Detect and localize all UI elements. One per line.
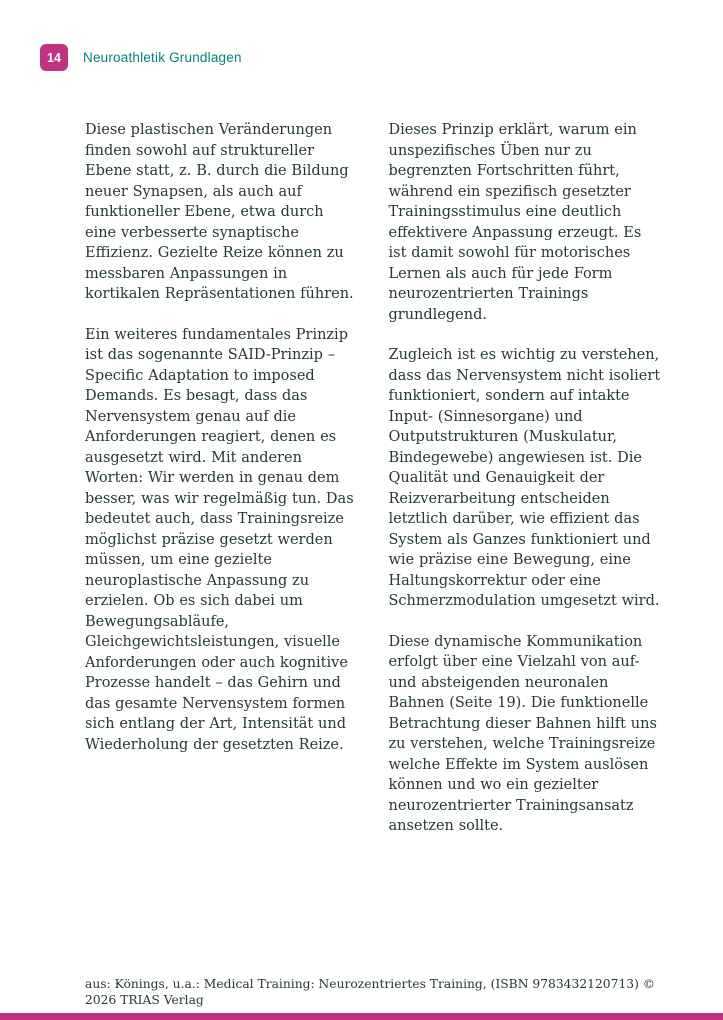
paragraph-left-2: Ein weiteres fundamentales Prinzip ist das sogenannte SAID-Prinzip – Specific Adaptation to imposed Demands. Es besagt, dass das Nervensystem genau auf die Anforderungen reagiert, denen es ausgesetzt wird. Mit anderen Worten: Wir werden in genau dem besser, was wir regelmäßig tun. Das bedeutet auch, dass Trainingsreize möglichst präzise gesetzt werden müssen, um eine gezielte neuroplastische Anpassung zu erzielen. Ob es sich dabei um Bewegungsabläufe, Gleichgewichtsleistungen, visuelle Anforderungen oder auch kognitive Prozesse handelt – das Gehirn und das gesamte Nervensystem formen sich entlang der Art, Intensität und Wiederholung der gesetzten Reize. — [85, 326, 354, 753]
page-header — [40, 44, 242, 71]
paragraph-right-3: Diese dynamische Kommunikation erfolgt über eine Vielzahl von auf- und absteigenden neuronalen Bahnen (Seite 19). Die funktionelle Betrachtung dieser Bahnen hilft uns zu verstehen, welche Trainingsreize welche Effekte im System auslösen können und wo ein gezielter neurozentrierter Trainingsansatz ansetzen sollte. — [388, 633, 657, 834]
page-number-badge: 14 — [40, 44, 68, 71]
paragraph-left-1: Diese plastischen Veränderungen finden sowohl auf struktureller Ebene statt, z. B. durch die Bildung neuer Synapsen, als auch auf funktioneller Ebene, etwa durch eine verbesserte synaptische Effizienz. Gezielte Reize können zu messbaren Anpassungen in kortikalen Repräsentationen führen. — [85, 122, 354, 302]
page-footer — [85, 976, 683, 1008]
text-columns — [85, 120, 662, 857]
credit-line: aus: Könings, u.a.: Medical Training: Neurozentriertes Training, (ISBN 9783432120713) © 2026 TRIAS Verlag — [85, 977, 656, 1007]
bottom-accent-bar — [0, 1013, 723, 1020]
paragraph-right-1: Dieses Prinzip erklärt, warum ein unspezifisches Üben nur zu begrenzten Fortschritten führt, während ein spezifisch gesetzter Trainingsstimulus eine deutlich effektivere Anpassung erzeugt. Es ist damit sowohl für motorisches Lernen als auch für jede Form neurozentrierten Trainings grundlegend. — [388, 122, 642, 323]
paragraph-right-2: Zugleich ist es wichtig zu verstehen, dass das Nervensystem nicht isoliert funktioniert, sondern auf intakte Input- (Sinnesorgane) und Outputstrukturen (Muskulatur, Bindegewebe) angewiesen ist. Die Qualität und Genauigkeit der Reizverarbeitung entscheiden letztlich darüber, wie effizient das System als Ganzes funktioniert und wie präzise eine Bewegung, eine Haltungskorrektur oder eine Schmerzmodulation umgesetzt wird. — [388, 347, 661, 609]
right-column — [389, 120, 663, 857]
running-header-title: Neuroathletik Grundlagen — [83, 50, 242, 65]
left-column — [85, 120, 359, 857]
